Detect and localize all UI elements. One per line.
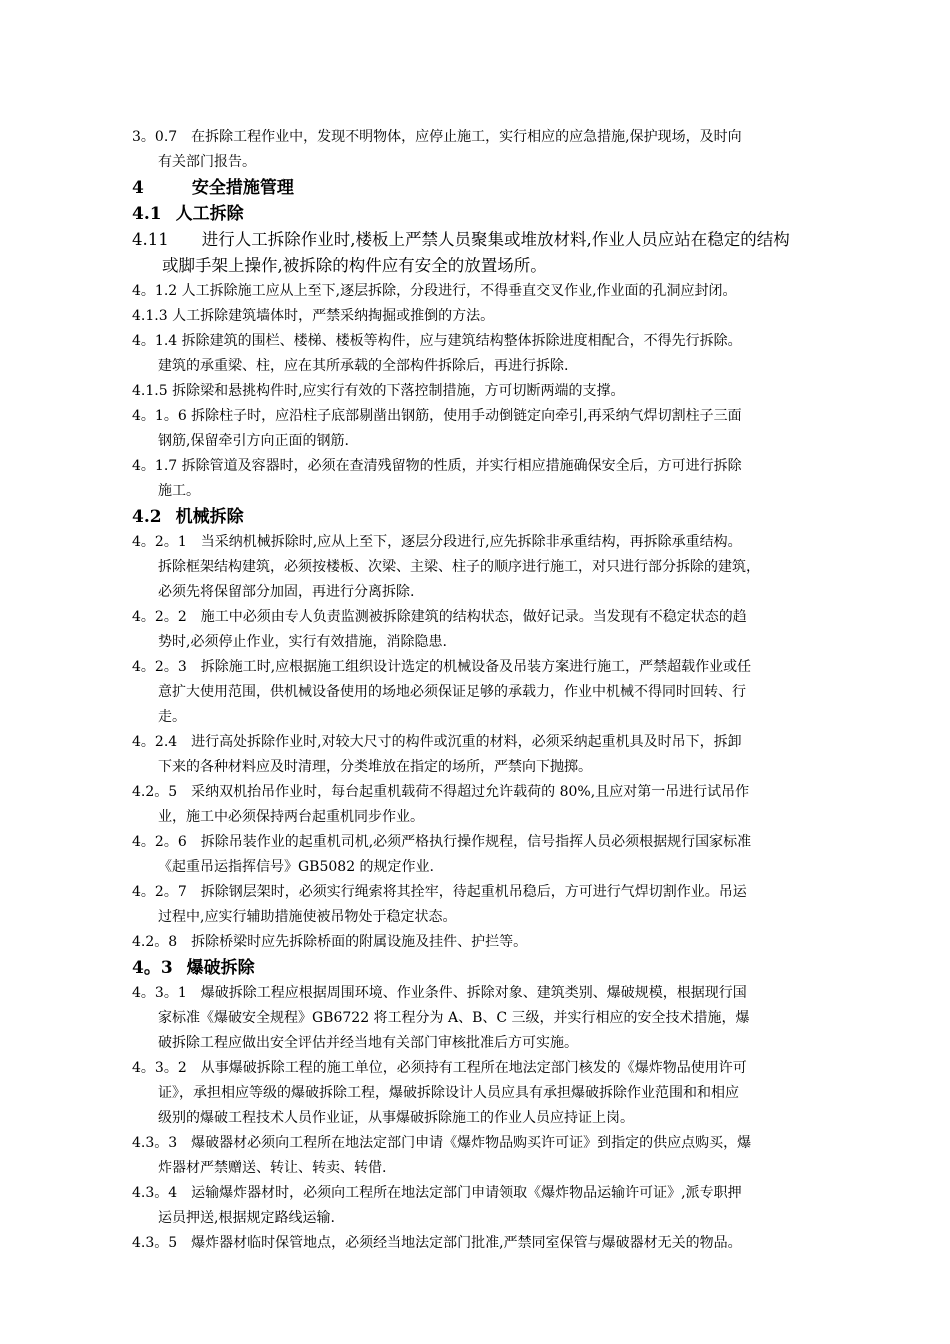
section-title: 爆破拆除	[186, 958, 255, 978]
clause-paragraph	[132, 404, 865, 454]
clause-first-line: 4。2。1 当采纳机械拆除时,应从上至下，逐层分段进行,应先拆除非承重结构，再拆除承重结构。	[132, 534, 742, 550]
clause-first-line: 4。3。1 爆破拆除工程应根据周围环境、作业条件、拆除对象、建筑类别、爆破规模，根据现行国	[132, 985, 747, 1001]
clause-continuation-line: 破拆除工程应做出安全评估并经当地有关部门审核批准后方可实施。	[158, 1035, 578, 1051]
clause-paragraph	[132, 379, 865, 404]
clause-continuation-line: 钢筋,保留牵引方向正面的钢筋.	[158, 433, 349, 449]
clause-continuation-line: 《起重吊运指挥信号》GB5082 的规定作业.	[158, 859, 435, 875]
clause-paragraph	[132, 125, 865, 175]
clause-continuation-line: 业，施工中必须保持两台起重机同步作业。	[158, 809, 424, 825]
clause-continuation-line: 下来的各种材料应及时清理，分类堆放在指定的场所，严禁向下抛掷。	[158, 759, 592, 775]
clause-continuation-line: 建筑的承重梁、柱，应在其所承载的全部构件拆除后，再进行拆除.	[158, 358, 569, 374]
clause-paragraph	[132, 304, 865, 329]
document-body	[132, 125, 865, 1256]
clause-continuation-line: 证》，承担相应等级的爆破拆除工程，爆破拆除设计人员应具有承担爆破拆除作业范围和和相应	[158, 1085, 739, 1101]
clause-continuation-line: 施工。	[158, 483, 200, 499]
section-heading	[132, 504, 865, 530]
clause-paragraph	[132, 1231, 865, 1256]
section-heading	[132, 955, 865, 981]
clause-continuation-line: 势时,必须停止作业，实行有效措施，消除隐患.	[158, 634, 447, 650]
clause-continuation-line: 有关部门报告。	[158, 154, 256, 170]
clause-paragraph	[132, 454, 865, 504]
clause-paragraph	[132, 279, 865, 304]
clause-continuation-line: 必须先将保留部分加固，再进行分离拆除.	[158, 584, 415, 600]
section-number: 4.1	[132, 204, 162, 224]
section-heading	[132, 175, 865, 201]
clause-first-line: 4.11 进行人工拆除作业时,楼板上严禁人员聚集或堆放材料,作业人员应站在稳定的结构	[132, 230, 790, 249]
clause-first-line: 4.2。5 采纳双机抬吊作业时，每台起重机载荷不得超过允许载荷的 80%,且应对第一吊进行试吊作	[132, 784, 750, 800]
clause-first-line: 4.3。4 运输爆炸器材时，必须向工程所在地法定部门申请领取《爆炸物品运输许可证》,派专职押	[132, 1185, 742, 1201]
clause-continuation-line: 意扩大使用范围，供机械设备使用的场地必须保证足够的承载力，作业中机械不得同时回转、行	[158, 684, 746, 700]
section-title: 人工拆除	[175, 204, 244, 224]
clause-first-line: 4。2。6 拆除吊装作业的起重机司机,必须严格执行操作规程，信号指挥人员必须根据规行国家标准	[132, 834, 752, 850]
clause-first-line: 4。1.2 人工拆除施工应从上至下,逐层拆除，分段进行，不得垂直交叉作业,作业面的孔洞应封闭。	[132, 283, 737, 299]
clause-first-line: 4.3。5 爆炸器材临时保管地点，必须经当地法定部门批准,严禁同室保管与爆破器材无关的物品。	[132, 1235, 742, 1251]
clause-first-line: 4。1。6 拆除柱子时，应沿柱子底部剔凿出钢筋，使用手动倒链定向牵引,再采纳气焊切割柱子三面	[132, 408, 742, 424]
clause-paragraph	[132, 880, 865, 930]
clause-first-line: 4.1.3 人工拆除建筑墙体时，严禁采纳掏掘或推倒的方法。	[132, 308, 495, 324]
clause-first-line: 3。0.7 在拆除工程作业中，发现不明物体，应停止施工，实行相应的应急措施,保护现场，及时向	[132, 129, 742, 145]
clause-continuation-line: 拆除框架结构建筑，必须按楼板、次梁、主梁、柱子的顺序进行施工，对只进行部分拆除的建筑，	[158, 559, 760, 575]
clause-first-line: 4.1.5 拆除梁和悬挑构件时,应实行有效的下落控制措施，方可切断两端的支撑。	[132, 383, 625, 399]
clause-continuation-line: 或脚手架上操作,被拆除的构件应有安全的放置场所。	[162, 256, 547, 275]
clause-first-line: 4。2。3 拆除施工时,应根据施工组织设计选定的机械设备及吊装方案进行施工，严禁超载作业或任	[132, 659, 752, 675]
clause-paragraph	[132, 830, 865, 880]
section-title: 机械拆除	[175, 507, 244, 527]
clause-paragraph	[132, 780, 865, 830]
clause-continuation-line: 家标准《爆破安全规程》GB6722 将工程分为 A、B、C 三级，并实行相应的安全技术措施，爆	[158, 1010, 750, 1026]
clause-paragraph	[132, 530, 865, 605]
clause-first-line: 4。1.4 拆除建筑的围栏、楼梯、楼板等构件，应与建筑结构整体拆除进度相配合，不得先行拆除。	[132, 333, 742, 349]
clause-paragraph	[132, 227, 865, 279]
clause-first-line: 4。2。7 拆除钢层架时，必须实行绳索将其拴牢，待起重机吊稳后，方可进行气焊切割作业。吊运	[132, 884, 747, 900]
clause-paragraph	[132, 730, 865, 780]
section-heading	[132, 201, 865, 227]
clause-first-line: 4。1.7 拆除管道及容器时，必须在查清残留物的性质，并实行相应措施确保安全后，方可进行拆除	[132, 458, 742, 474]
section-number: 4.2	[132, 507, 162, 527]
section-number: 4。3	[132, 958, 173, 978]
clause-continuation-line: 级别的爆破工程技术人员作业证，从事爆破拆除施工的作业人员应持证上岗。	[158, 1110, 634, 1126]
clause-first-line: 4.3。3 爆破器材必须向工程所在地法定部门申请《爆炸物品购买许可证》到指定的供应点购买，爆	[132, 1135, 752, 1151]
clause-first-line: 4.2。8 拆除桥梁时应先拆除桥面的附属设施及挂件、护拦等。	[132, 934, 528, 950]
clause-first-line: 4。2.4 进行高处拆除作业时,对较大尺寸的构件或沉重的材料，必须采纳起重机具及时吊下，拆卸	[132, 734, 742, 750]
clause-continuation-line: 过程中,应实行辅助措施使被吊物处于稳定状态。	[158, 909, 457, 925]
clause-paragraph	[132, 329, 865, 379]
clause-paragraph	[132, 655, 865, 730]
clause-continuation-line: 运员押送,根据规定路线运输.	[158, 1210, 335, 1226]
clause-continuation-line: 炸器材严禁赠送、转让、转卖、转借.	[158, 1160, 387, 1176]
clause-paragraph	[132, 981, 865, 1056]
clause-paragraph	[132, 605, 865, 655]
clause-paragraph	[132, 930, 865, 955]
clause-paragraph	[132, 1131, 865, 1181]
clause-paragraph	[132, 1056, 865, 1131]
clause-paragraph	[132, 1181, 865, 1231]
clause-first-line: 4。3。2 从事爆破拆除工程的施工单位，必须持有工程所在地法定部门核发的《爆炸物品使用许可	[132, 1060, 747, 1076]
section-number: 4	[132, 178, 144, 198]
clause-continuation-line: 走。	[158, 709, 186, 725]
section-title: 安全措施管理	[191, 178, 294, 198]
clause-first-line: 4。2。2 施工中必须由专人负责监测被拆除建筑的结构状态，做好记录。当发现有不稳定状态的趋	[132, 609, 747, 625]
